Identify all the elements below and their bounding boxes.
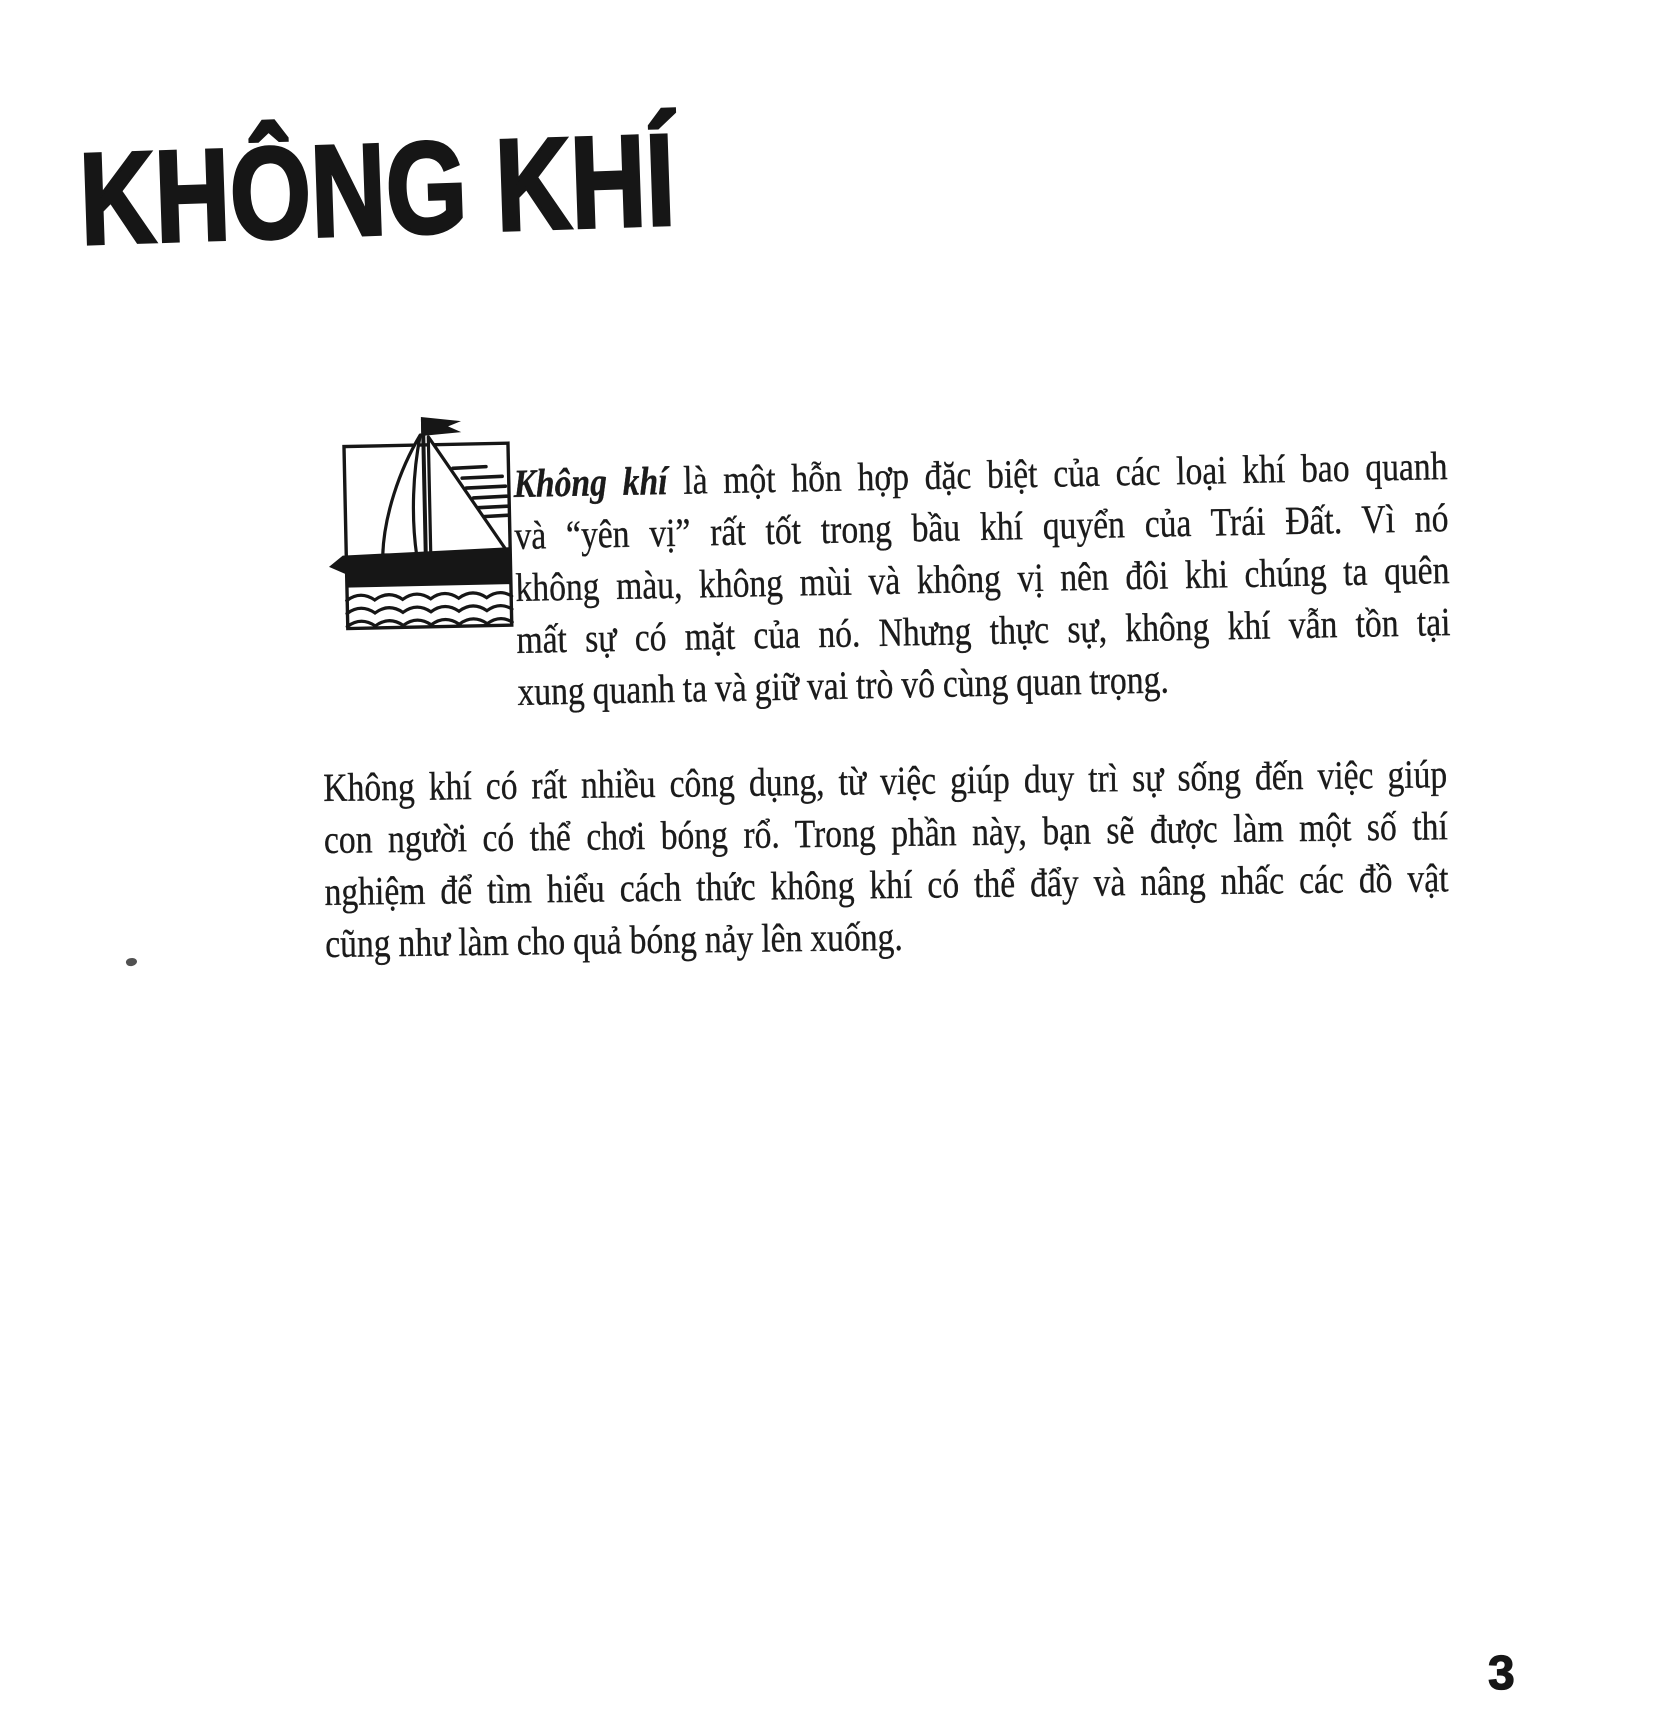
body-line: con người có thể chơi bóng rổ. Trong phần này, bạn sẽ được làm một số thí: [323, 803, 1449, 862]
intro-paragraph: [513, 437, 1630, 718]
page-title-text: KHÔNG KHÍ: [77, 106, 678, 272]
intro-line: và “yên vị” rất tốt trong bầu khí quyển của Trái Đất. Vì nó: [514, 495, 1449, 558]
body-line: nghiệm để tìm hiểu cách thức không khí có thể đẩy và nâng nhấc các đồ vật: [324, 855, 1449, 914]
body-line: cũng như làm cho quả bóng nảy lên xuống.: [324, 913, 903, 966]
flag-icon: [421, 416, 461, 436]
print-speck: [125, 957, 138, 968]
intro-line: không màu, không mùi và không vị nên đôi khi chúng ta quên: [515, 547, 1450, 610]
intro-lead-words: Không khí: [513, 458, 668, 506]
water-band: [346, 565, 511, 587]
intro-line: xung quanh ta và giữ vai trò vô cùng quan trọng.: [517, 656, 1170, 714]
body-line: Không khí có rất nhiều công dụng, từ việc giúp duy trì sự sống đến việc giúp: [323, 751, 1448, 810]
intro-line: mất sự có mặt của nó. Nhưng thực sự, không khí vẫn tồn tại: [516, 599, 1451, 662]
page-title: [77, 106, 826, 272]
sailboat-illustration: [324, 396, 519, 640]
page-number: 3: [1487, 1646, 1516, 1701]
sailboat-icon: [324, 396, 519, 640]
intro-line-text: là một hỗn hợp đặc biệt của các loại khí bao quanh: [667, 443, 1448, 504]
body-paragraph: [323, 746, 1663, 970]
